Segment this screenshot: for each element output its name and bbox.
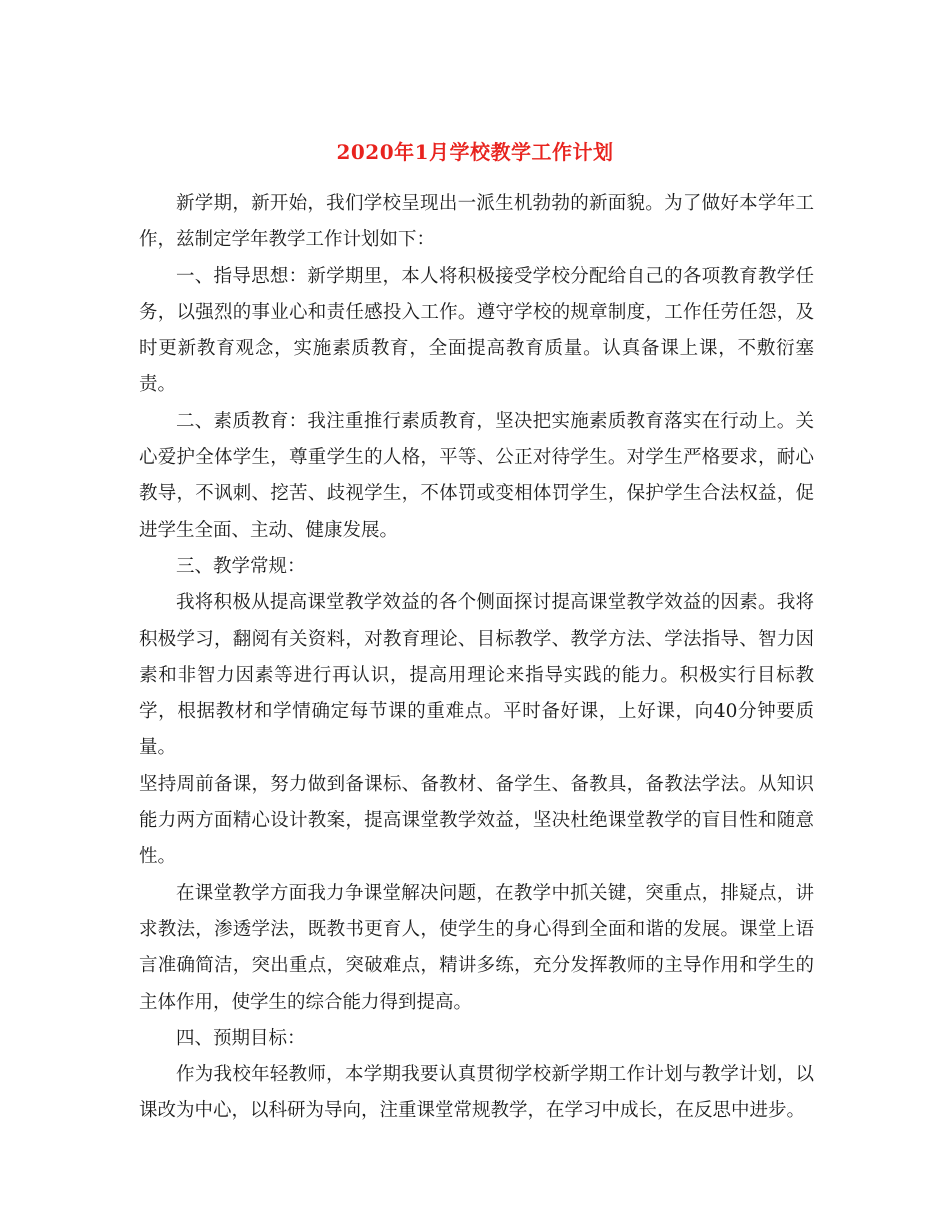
paragraph-quality-education: 二、素质教育：我注重推行素质教育，坚决把实施素质教育落实在行动上。关心爱护全体学生，尊重学生的人格，平等、公正对待学生。对学生严格要求，耐心教导，不讽刺、挖苦、歧视学生，不体罚或变相体罚学生，保护学生合法权益，促进学生全面、主动、健康发展。 [139, 410, 814, 541]
paragraph-intro: 新学期，新开始，我们学校呈现出一派生机勃勃的新面貌。为了做好本学年工作，兹制定学年教学工作计划如下： [139, 193, 814, 251]
paragraph-lesson-preparation: 坚持周前备课，努力做到备课标、备教材、备学生、备教具，备教法学法。从知识能力两方面精心设计教案，提高课堂教学效益，坚决杜绝课堂教学的盲目性和随意性。 [139, 773, 814, 868]
paragraph-teaching-efficiency: 我将积极从提高课堂教学效益的各个侧面探讨提高课堂教学效益的因素。我将积极学习，翻阅有关资料，对教育理论、目标教学、教学方法、学法指导、智力因素和非智力因素等进行再认识，提高用理论来指导实践的能力。积极实行目标教学，根据教材和学情确定每节课的重难点。平时备好课，上好课，向40分钟要质量。 [139, 592, 814, 759]
document-body [139, 186, 814, 1130]
paragraph-goals: 作为我校年轻教师，本学期我要认真贯彻学校新学期工作计划与教学计划，以课改为中心，以科研为导向，注重课堂常规教学，在学习中成长，在反思中进步。 [139, 1064, 814, 1122]
paragraph-guiding-thought: 一、指导思想：新学期里，本人将积极接受学校分配给自己的各项教育教学任务，以强烈的事业心和责任感投入工作。遵守学校的规章制度，工作任劳任怨，及时更新教育观念，实施素质教育，全面提高教育质量。认真备课上课，不敷衍塞责。 [139, 265, 814, 396]
document-title: 2020年1月学校教学工作计划 [336, 140, 614, 164]
heading-expected-goals: 四、预期目标： [176, 1027, 306, 1049]
heading-teaching-routine: 三、教学常规： [176, 555, 306, 577]
paragraph-classroom-teaching: 在课堂教学方面我力争课堂解决问题，在教学中抓关键，突重点，排疑点，讲求教法，渗透学法，既教书更育人，使学生的身心得到全面和谐的发展。课堂上语言准确简洁，突出重点，突破难点，精讲多练，充分发挥教师的主导作用和学生的主体作用，使学生的综合能力得到提高。 [139, 882, 814, 1013]
